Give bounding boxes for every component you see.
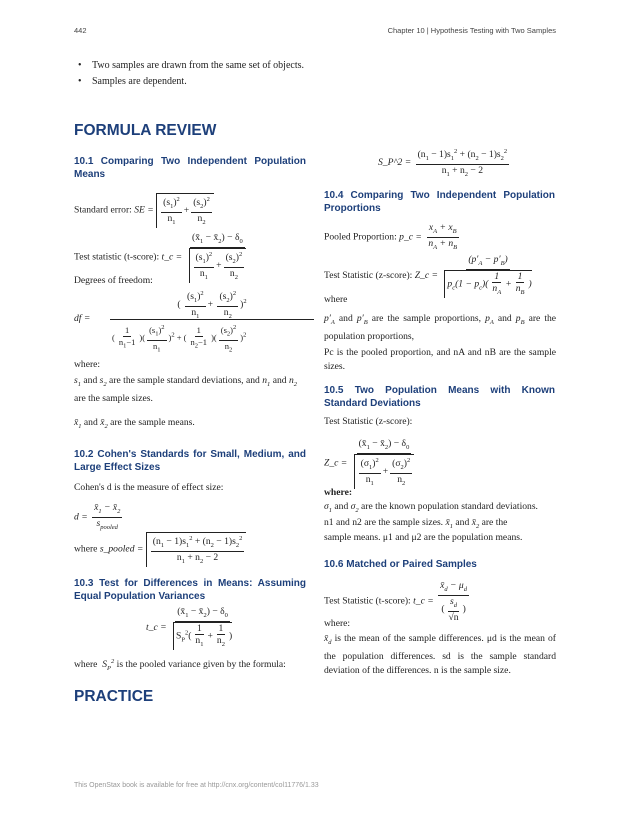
footer-note: This OpenStax book is available for free at http://cnx.org/content/col11776/1.33 xyxy=(74,782,319,789)
pooled-proportion-formula: Pooled Proportion: p_c = $\frac{x_A + x_B}{n_A + n_B}$ xyxy=(324,222,458,251)
df-lhs: df = xyxy=(74,313,91,324)
df-numerator: ( $\frac{(s_1)^2}{n_1}$ + $\frac{(s_2)^2}{n_2}$ )$^2$ xyxy=(177,290,247,320)
known-sd-where-label: where: xyxy=(324,487,353,498)
bullet-item: • Samples are dependent. xyxy=(78,74,304,90)
ts-lhs: t_c = xyxy=(161,251,183,263)
pooled-variance-formula: S_P^2 = $\frac{(n_1 - 1)s_1^2 + (n_2 - 1)s_2^2}{n_1 + n_2 - 2}$ xyxy=(378,148,508,178)
paired-where-text: $x̄_d$ is the mean of the sample differences. μd is the mean of the population differences. sd is the sample standard deviation of the differences. n is the sample size. xyxy=(324,633,556,676)
formula-review-title: FORMULA REVIEW xyxy=(74,122,217,139)
known-sd-where-line-1: $\sigma_1$ and $\sigma_2$ are the known population standard deviations. xyxy=(324,501,538,514)
section-10-5-heading: 10.5 Two Population Means with Known Standard Deviations xyxy=(324,385,555,409)
section-10-4-heading: 10.4 Comparing Two Independent Population Proportions xyxy=(324,190,555,214)
equal-variance-tc-formula: t_c = ($x̄_1$ − $x̄_2) - \delta_0$ $S_P^2$( $\frac{1}{n_1}$ + $\frac{1}{n_2}$ ) xyxy=(146,606,233,648)
df-label: Degrees of freedom: xyxy=(74,275,153,286)
proportion-where-line-1: $p'_A$ and $p'_B$ are the sample proportions, $p_A$ and $p_B$ are the population proportions, xyxy=(324,313,557,342)
section-10-6-heading: 10.6 Matched or Paired Samples xyxy=(324,559,477,570)
practice-title: PRACTICE xyxy=(74,688,154,705)
known-sd-zc-formula: Z_c = ($x̄_1$ − $x̄_2) - \delta_0$ $\frac{(\sigma_1)^2}{n_1}$ + $\frac{(\sigma_2)^2}{n_2}$ xyxy=(324,438,418,489)
where-label: where: xyxy=(74,359,101,370)
paired-tc-formula: Test Statistic (t-score): t_c = $x̄_d - \mu_d$ ( $\frac{s_d}{√n}$ ) xyxy=(324,580,467,623)
cohens-d-intro: Cohen's d is the measure of effect size: xyxy=(74,482,224,493)
cohens-d-formula: d = $\frac{x̄_1 - x̄_2}{s_{pooled}}$ xyxy=(74,502,121,531)
known-sd-where-line-3: sample means. μ1 and μ2 are the population means. xyxy=(324,532,523,543)
paired-where-label: where: xyxy=(324,618,351,629)
where-line-1: $s_1$ and $s_2$ are the sample standard deviations, and $n_1$ and $n_2$ are the sample sizes. xyxy=(74,375,298,404)
proportion-where-label: where xyxy=(324,294,348,305)
pooled-variance-note: where $S_P^2$ is the pooled variance given by the formula: xyxy=(74,658,286,673)
pooled-sd-formula: where s_pooled = $\frac{(n_1 - 1)s_1^2 + (n_2 - 1)s_2^2}{n_1 + n_2 - 2}$ xyxy=(74,532,246,567)
proportion-where-line-2: Pc is the pooled proportion, and nA and nB are the sample sizes. xyxy=(324,347,556,372)
se-lhs: SE = xyxy=(134,204,154,216)
known-sd-ts-label: Test Statistic (z-score): xyxy=(324,416,413,427)
proportion-zc-formula: Test Statistic (z-score): Z_c = $(p'_A - p'_B)$ $p_c(1 - p_c)$( $\frac{1}{n_A}$ + $\frac{1}{n_B}$ ) xyxy=(324,254,532,296)
page-number: 442 xyxy=(74,26,87,35)
test-statistic-formula: Test statistic (t-score): t_c = ($x̄_1$ − $x̄_2) - \delta_0$ $\frac{(s_1)^2}{n_1}$ + $\frac{(s_2)^2}{n_2}$ xyxy=(74,232,250,283)
df-formula xyxy=(74,288,310,354)
section-10-3-heading: 10.3 Test for Differences in Means: Assuming Equal Population Variances xyxy=(74,578,306,602)
bullet-list xyxy=(78,58,304,90)
se-formula: Standard error: SE = $\frac{(s_1)^2}{n_1}$ + $\frac{(s_2)^2}{n_2}$ xyxy=(74,193,214,228)
where-line-2: $x̄_1$ and $x̄_2$ are the sample means. xyxy=(74,417,195,430)
section-10-2-heading: 10.2 Cohen's Standards for Small, Medium, and Large Effect Sizes xyxy=(74,449,306,473)
running-header: Chapter 10 | Hypothesis Testing with Two Samples xyxy=(387,26,556,35)
ts-label: Test statistic (t-score): xyxy=(74,251,160,263)
se-label: Standard error: xyxy=(74,204,132,216)
section-10-1-heading: 10.1 Comparing Two Independent Population Means xyxy=(74,156,306,180)
bullet-item: • Two samples are drawn from the same set of objects. xyxy=(78,58,304,74)
known-sd-where-line-2: n1 and n2 are the sample sizes. $x̄_1$ and $x̄_2$ are the xyxy=(324,517,508,530)
df-denominator: ( $\frac{1}{n_1-1}$ )( $\frac{(s_1)^2}{n_1}$ )$^2$ + ( $\frac{1}{n_2-1}$ )( $\frac{(s_2)^2}{n_2}$ )$^2$ xyxy=(112,324,247,354)
